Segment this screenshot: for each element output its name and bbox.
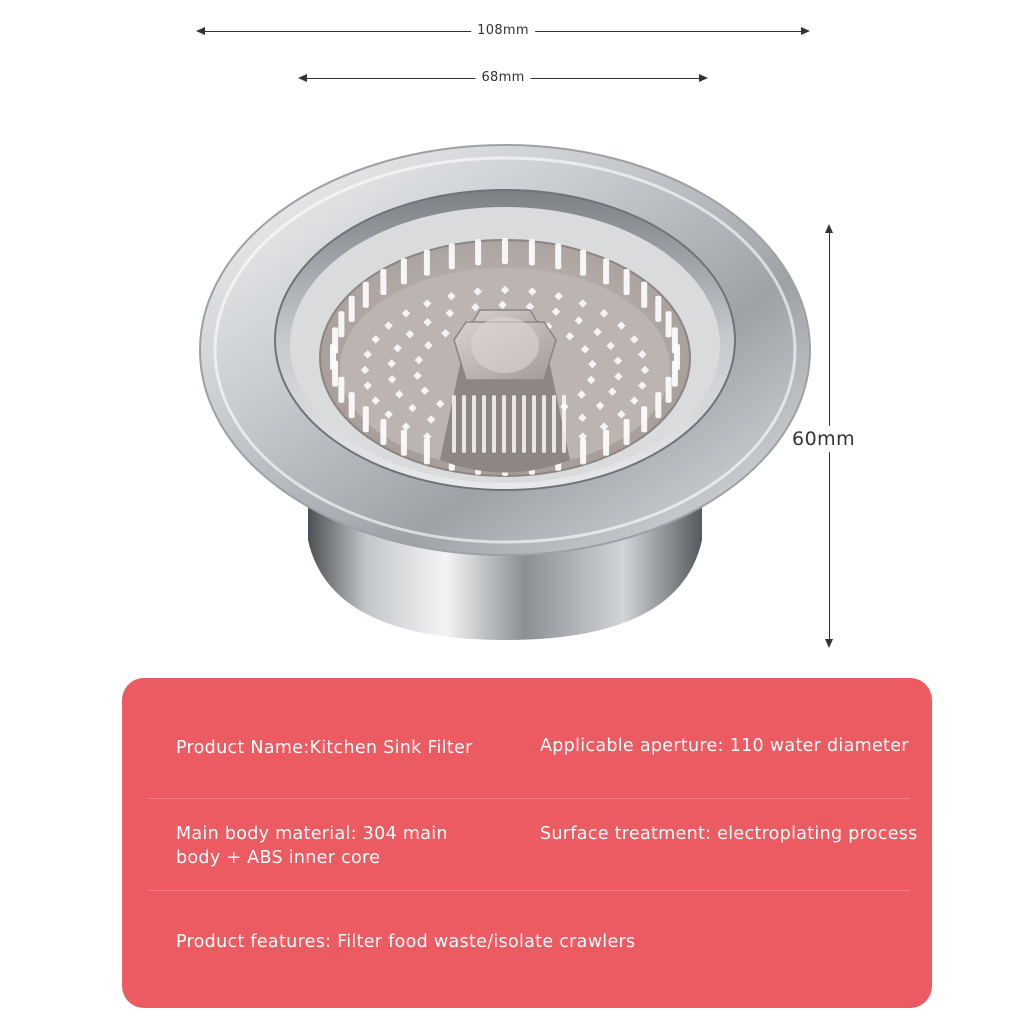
basket-slot [380, 269, 386, 295]
basket-slot [666, 377, 672, 403]
spec-surface: Surface treatment: electroplating process [540, 824, 918, 844]
cone-slot [562, 395, 566, 453]
spec-material [176, 822, 448, 870]
basket-slot [401, 258, 407, 284]
cone-slot [472, 395, 476, 453]
arrow-left-icon [196, 27, 205, 35]
spec-material-line2: body + ABS inner core [176, 848, 381, 868]
arrow-right-icon [801, 27, 810, 35]
basket-slot [338, 377, 344, 403]
basket-slot [655, 392, 661, 418]
cone-slot [502, 395, 506, 453]
spec-divider [148, 798, 910, 799]
basket-slot [363, 406, 369, 432]
spec-material-line1: Main body material: 304 main [176, 824, 448, 844]
spec-aperture: Applicable aperture: 110 water diameter [540, 736, 909, 756]
dimension-label-height: 60mm [792, 428, 856, 450]
spec-divider [148, 890, 910, 891]
basket-slot [424, 250, 430, 276]
basket-slot [672, 361, 678, 387]
basket-slot [363, 282, 369, 308]
arrow-right-icon [699, 74, 708, 82]
basket-slot [641, 282, 647, 308]
dimension-label-outer-width: 108mm [471, 21, 535, 41]
spec-features: Product features: Filter food waste/isolate crawlers [176, 932, 636, 952]
basket-slot [580, 438, 586, 464]
dimension-68mm [300, 68, 706, 88]
dimension-108mm [198, 21, 808, 41]
basket-slot [449, 243, 455, 269]
basket-slot [603, 258, 609, 284]
cone-slot [552, 395, 556, 453]
basket-slot [655, 296, 661, 322]
basket-slot [603, 430, 609, 456]
cone-slot [512, 395, 516, 453]
basket-slot [624, 269, 630, 295]
basket-slot [666, 311, 672, 337]
basket-slot [555, 243, 561, 269]
basket-slot [529, 239, 535, 265]
basket-slot [349, 392, 355, 418]
dimension-label-inner-width: 68mm [475, 68, 530, 88]
basket-slot [424, 438, 430, 464]
sink-strainer-image [190, 140, 820, 650]
basket-slot [380, 419, 386, 445]
basket-slot [475, 239, 481, 265]
basket-slot [401, 430, 407, 456]
arrow-left-icon [298, 74, 307, 82]
basket-slot [338, 311, 344, 337]
cone-slot [462, 395, 466, 453]
cone-slot [522, 395, 526, 453]
basket-slot [580, 250, 586, 276]
cone-slot [482, 395, 486, 453]
arrow-up-icon [825, 224, 833, 233]
basket-slot [349, 296, 355, 322]
cone-slot [492, 395, 496, 453]
arrow-down-icon [825, 639, 833, 648]
basket-slot [641, 406, 647, 432]
spec-product-name: Product Name:Kitchen Sink Filter [176, 738, 473, 758]
spec-panel [122, 678, 932, 1008]
cone-slot [532, 395, 536, 453]
basket-slot [624, 419, 630, 445]
basket-slot [672, 327, 678, 353]
cone-slot [452, 395, 456, 453]
basket-slot [502, 238, 508, 264]
cone-slot [542, 395, 546, 453]
basket-slot [332, 327, 338, 353]
